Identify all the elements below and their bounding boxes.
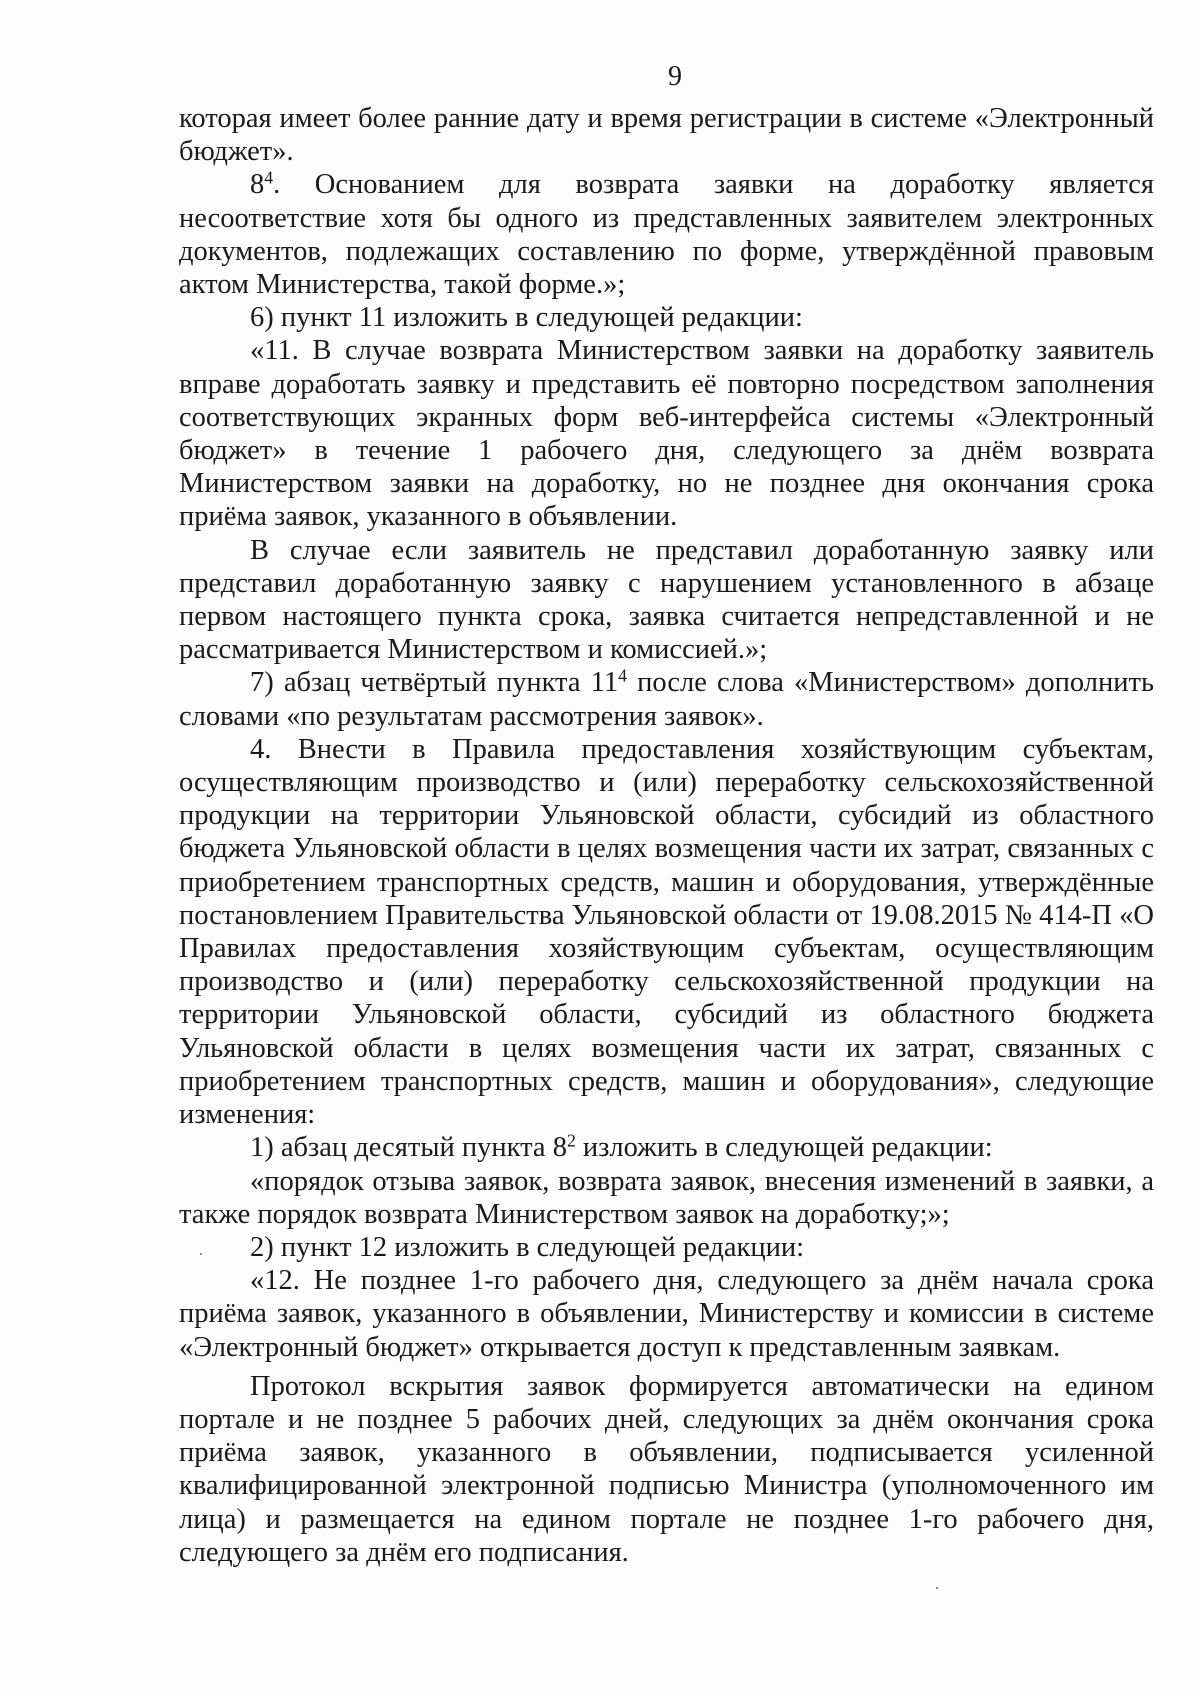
paragraph-clause-12: «12. Не позднее 1-го рабочего дня, следующего за днём начала срока приёма заявок, указанного в объявлении, Министерству и комиссии в системе «Электронный бюджет» открывается доступ к представленным заявкам.	[179, 1265, 1154, 1363]
paragraph-clause-11-second: В случае если заявитель не представил доработанную заявку или представил доработанную заявку с нарушением установленного в абзаце первом настоящего пункта срока, заявка считается непредставленной и не рассматривается Министерством и комиссией.»;	[179, 534, 1154, 666]
item-7-text-a: 7) абзац четвёртый пункта 11	[250, 667, 619, 699]
paragraph-item-7	[179, 666, 1154, 732]
paragraph-section-4: 4. Внести в Правила предоставления хозяйствующим субъектам, осуществляющим производство и (или) переработку сельскохозяйственной продукции на территории Ульяновской области, субсидий из областного бюджета Ульяновской области в целях возмещения части их затрат, связанных с приобретением транспортных средств, машин и оборудования, утверждённые постановлением Правительства Ульяновской области от 19.08.2015 № 414-П «О Правилах предоставления хозяйствующим субъектам, осуществляющим производство и (или) переработку сельскохозяйственной продукции на территории Ульяновской области, субсидий из областного бюджета Ульяновской области в целях возмещения части их затрат, связанных с приобретением транспортных средств, машин и оборудования», следующие изменения:	[179, 733, 1154, 1131]
paragraph-item-2: 2) пункт 12 изложить в следующей редакции:	[250, 1231, 805, 1263]
paragraph-item-1	[179, 1131, 1154, 1164]
item-7-superscript: 4	[618, 665, 627, 686]
item-7-text-b: после слова «Министерством» дополнить словами «по результатам рассмотрения заявок».	[179, 667, 1154, 732]
clause-superscript: 4	[264, 167, 274, 188]
item-1-text-b: изложить в следующей редакции:	[575, 1132, 993, 1164]
paragraph-clause-11: «11. В случае возврата Министерством заявки на доработку заявитель вправе доработать заявку и представить её повторно посредством заполнения соответствующих экранных форм веб-интерфейса системы «Электронный бюджет» в течение 1 рабочего дня, следующего за днём возврата Министерством заявки на доработку, но не позднее дня окончания срока приёма заявок, указанного в объявлении.	[179, 335, 1154, 533]
item-1-superscript: 2	[566, 1130, 576, 1151]
clause-text: . Основанием для возврата заявки на доработку является несоответствие хотя бы одного из представленных заявителем электронных документов, подлежащих составлению по форме, утверждённой правовым актом Министерства, такой форме.»;	[179, 169, 1154, 301]
item-1-text-a: 1) абзац десятый пункта 8	[250, 1132, 567, 1164]
scan-speck	[936, 1587, 938, 1589]
paragraph-continuation: которая имеет более ранние дату и время регистрации в системе «Электронный бюджет».	[179, 103, 1154, 168]
paragraph-protocol: Протокол вскрытия заявок формируется автоматически на едином портале и не позднее 5 рабочих дней, следующих за днём окончания срока приёма заявок, указанного в объявлении, подписывается усиленной квалифицированной электронной подписью Министра (уполномоченного им лица) и размещается на едином портале не позднее 1-го рабочего дня, следующего за днём его подписания.	[179, 1370, 1154, 1568]
paragraph-item-6: 6) пункт 11 изложить в следующей редакции:	[250, 302, 803, 334]
document-body	[179, 102, 1154, 1569]
paragraph-8-4	[179, 168, 1154, 301]
paragraph-quoted-order: «порядок отзыва заявок, возврата заявок, внесения изменений в заявки, а также порядок возврата Министерством заявок на доработку;»;	[179, 1165, 1154, 1230]
scan-speck	[200, 1253, 202, 1255]
page-number: 9	[668, 61, 682, 92]
clause-number: 8	[250, 169, 265, 201]
